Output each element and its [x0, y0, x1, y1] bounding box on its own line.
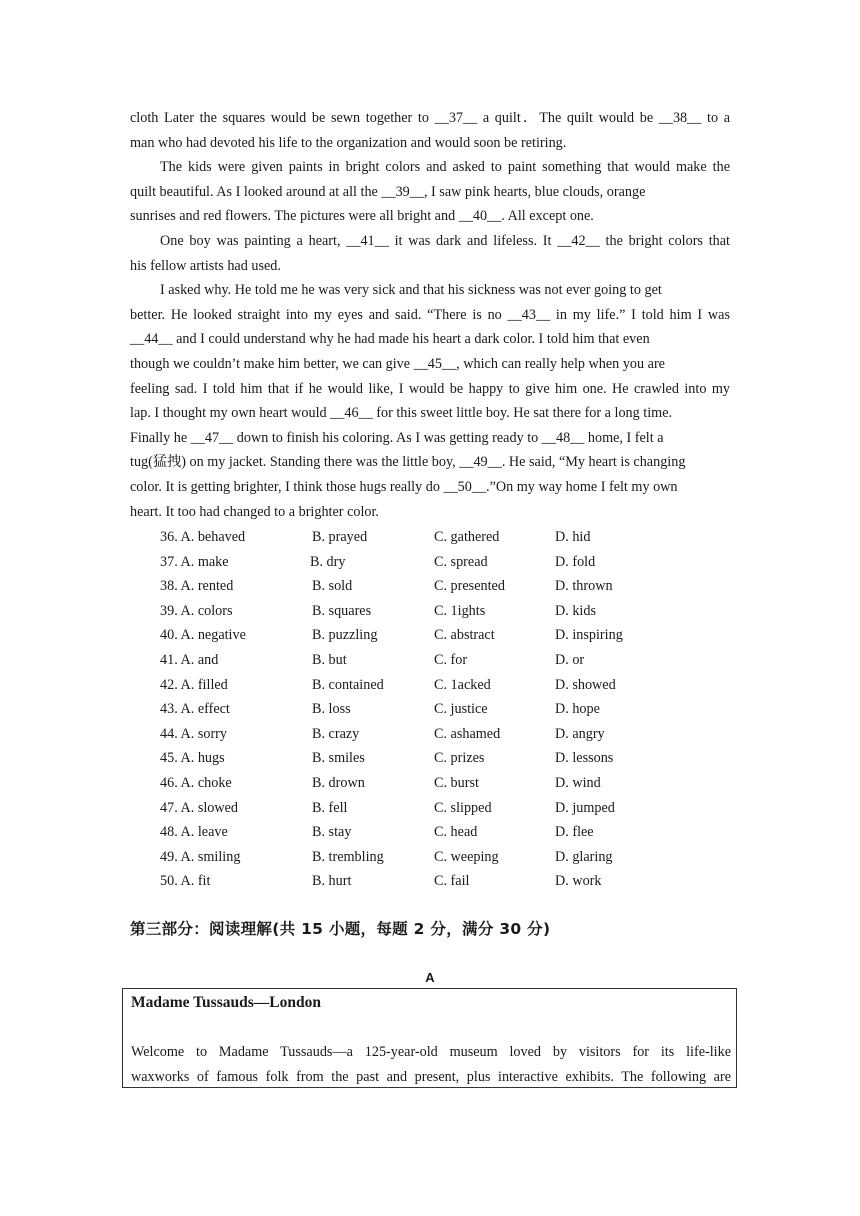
option-a: 37. A. make: [160, 553, 229, 570]
option-a: 50. A. fit: [160, 873, 211, 890]
box-line: Welcome to Madame Tussauds—a 125-year-old museum loved by visitors for its life-like: [131, 1044, 731, 1060]
option-a: 47. A. slowed: [160, 799, 239, 816]
section-heading: 第三部分：阅读理解(共 15 小题，每题 2 分，满分 30 分): [130, 920, 551, 938]
passage-line: quilt beautiful. As I looked around at all the __39__, I saw pink hearts, blue clouds, orange: [130, 183, 646, 200]
passage-line: color. It is getting brighter, I think those hugs really do __50__.”On my way home I felt my own: [130, 478, 678, 495]
box-body: [131, 1040, 731, 1089]
option-c: C. 1ights: [434, 602, 486, 619]
passage-line: heart. It too had changed to a brighter color.: [130, 503, 379, 520]
option-c: C. head: [434, 824, 478, 841]
option-b: B. hurt: [312, 873, 352, 890]
option-d: D. hope: [555, 701, 600, 718]
option-d: D. angry: [555, 725, 605, 742]
option-d: D. or: [555, 651, 585, 668]
passage-line: his fellow artists had used.: [130, 257, 281, 274]
option-a: 49. A. smiling: [160, 848, 241, 865]
option-d: D. inspiring: [555, 627, 623, 644]
option-b: B. sold: [312, 578, 353, 595]
option-c: C. burst: [434, 774, 479, 791]
option-a: 38. A. rented: [160, 578, 234, 595]
option-c: C. ashamed: [434, 725, 501, 742]
option-b: B. drown: [312, 774, 365, 791]
option-c: C. justice: [434, 701, 488, 718]
option-d: D. work: [555, 873, 602, 890]
option-b: B. but: [312, 651, 347, 668]
option-d: D. flee: [555, 824, 594, 841]
passage-line: The kids were given paints in bright colors and asked to paint something that would make the: [160, 159, 730, 176]
option-b: B. prayed: [312, 529, 368, 545]
option-d: D. lessons: [555, 750, 614, 767]
reading-box: [122, 988, 737, 1088]
passage-line: One boy was painting a heart, __41__ it was dark and lifeless. It __42__ the bright colors that: [160, 232, 730, 249]
passage-line: better. He looked straight into my eyes and said. “There is no __43__ in my life.” I told him I was: [130, 306, 730, 323]
option-b: B. smiles: [312, 750, 365, 767]
option-c: C. weeping: [434, 848, 499, 865]
option-c: C. fail: [434, 873, 470, 890]
option-c: C. prizes: [434, 750, 485, 767]
option-c: C. slipped: [434, 799, 492, 816]
passage-line: __44__ and I could understand why he had made his heart a dark color. I told him that even: [130, 331, 650, 348]
option-c: C. spread: [434, 553, 488, 570]
option-b: B. crazy: [312, 725, 360, 742]
option-a: 41. A. and: [160, 651, 219, 668]
option-b: B. stay: [312, 824, 352, 841]
option-b: B. puzzling: [312, 627, 378, 644]
option-c: C. for: [434, 651, 468, 668]
passage-line: cloth Later the squares would be sewn together to __37__ a quilt．The quilt would be __38__ to a: [130, 110, 730, 126]
option-a: 46. A. choke: [160, 774, 232, 791]
option-d: D. hid: [555, 529, 591, 545]
passage-line: tug(猛拽) on my jacket. Standing there was the little boy, __49__. He said, “My heart is changing: [130, 454, 686, 471]
passage-line: Finally he __47__ down to finish his coloring. As I was getting ready to __48__ home, I felt a: [130, 429, 664, 446]
option-a: 43. A. effect: [160, 701, 230, 718]
passage-label: A: [425, 970, 435, 985]
option-c: C. presented: [434, 578, 505, 595]
option-b: B. contained: [312, 676, 384, 693]
option-a: 44. A. sorry: [160, 725, 227, 742]
option-b: B. loss: [312, 701, 351, 718]
box-title: Madame Tussauds—London: [131, 994, 321, 1011]
option-a: 40. A. negative: [160, 627, 246, 644]
option-a: 36. A. behaved: [160, 529, 246, 545]
option-b: B. fell: [312, 799, 348, 816]
option-a: 39. A. colors: [160, 602, 233, 619]
option-d: D. fold: [555, 553, 596, 570]
option-a: 42. A. filled: [160, 676, 228, 693]
passage-line: sunrises and red flowers. The pictures were all bright and __40__. All except one.: [130, 208, 594, 225]
option-d: D. showed: [555, 676, 616, 693]
passage-line: lap. I thought my own heart would __46__ for this sweet little boy. He sat there for a long time.: [130, 405, 673, 422]
passage-line: I asked why. He told me he was very sick and that his sickness was not ever going to get: [160, 282, 662, 299]
option-d: D. jumped: [555, 799, 615, 816]
option-c: C. abstract: [434, 627, 495, 644]
option-d: D. thrown: [555, 578, 613, 595]
passage-line: feeling sad. I told him that if he would like, I would be happy to give him one. He crawled into my: [130, 380, 730, 397]
option-b: B. dry: [310, 553, 346, 570]
passage-line: though we couldn’t make him better, we can give __45__, which can really help when you are: [130, 355, 665, 372]
option-c: C. gathered: [434, 529, 500, 545]
option-c: C. 1acked: [434, 676, 491, 693]
passage-line: man who had devoted his life to the organization and would soon be retiring.: [130, 134, 567, 151]
option-a: 45. A. hugs: [160, 750, 225, 767]
cloze-passage: [130, 106, 730, 524]
option-d: D. kids: [555, 602, 596, 619]
option-d: D. glaring: [555, 848, 613, 865]
option-a: 48. A. leave: [160, 824, 228, 841]
option-b: B. squares: [312, 602, 372, 619]
option-d: D. wind: [555, 774, 601, 791]
option-b: B. trembling: [312, 848, 384, 865]
box-line: waxworks of famous folk from the past and present, plus interactive exhibits. The following are: [131, 1068, 731, 1085]
